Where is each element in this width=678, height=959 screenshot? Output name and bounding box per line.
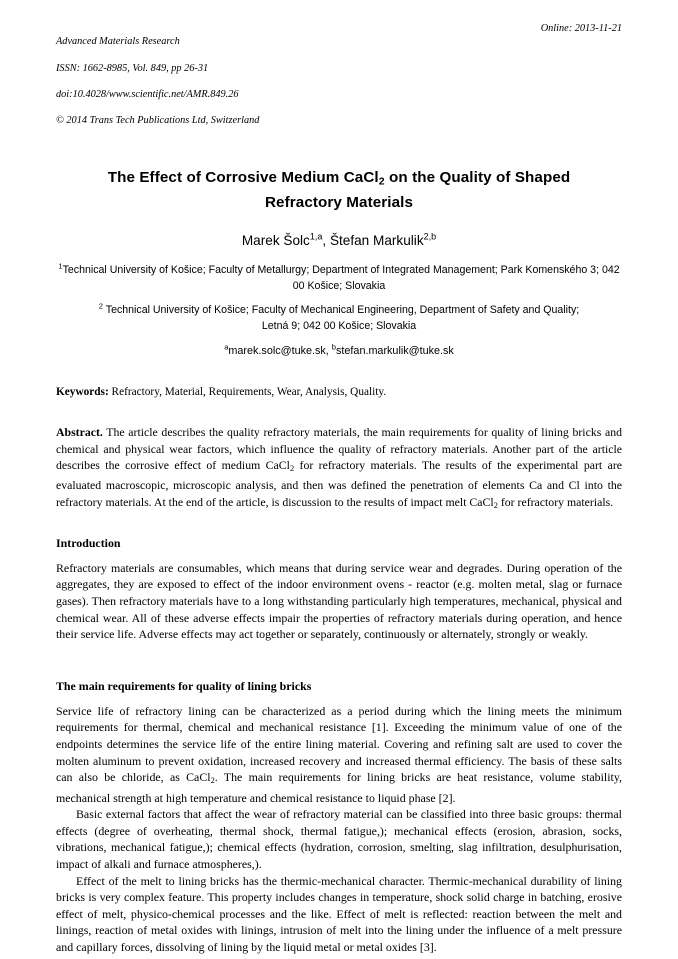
abstract-text-part-3: for refractory materials.	[497, 494, 614, 509]
main-requirements-paragraph-2: Basic external factors that affect the wear of refractory material can be classified into three basic groups: thermal effects (degree of overheating, thermal shock, thermal fatigue,); mechanical effects (erosion, abrasion, socks, vibrations, mechanical fatigue,); chemical effects (hydration, corrosion, smelting, slag infiltration, desulphurisation, impact of alkali and furnace atmospheres,).	[56, 807, 622, 871]
publication-header	[56, 22, 622, 141]
main-requirements-paragraph-1-part-2: . The main requirements for lining bricks are heat resistance, volume stability, mechanical strength at high temperature and chemical resistance to liquid phase [2].	[56, 770, 622, 805]
online-publication-date: Online: 2013-11-21	[540, 23, 622, 34]
affiliation-2	[56, 303, 622, 334]
paper-title-part-2: on the Quality of Shaped Refractory Materials	[264, 168, 571, 212]
author-list	[56, 232, 622, 250]
journal-name: Advanced Materials Research	[56, 36, 180, 48]
paper-title	[56, 167, 622, 213]
section-spacer	[56, 643, 622, 657]
abstract-subscript-1: 2	[289, 463, 295, 473]
affiliation-1	[56, 263, 622, 294]
main-requirements-paragraph-3: Effect of the melt to lining bricks has the thermic-mechanical character. Thermic-mechanical durability of lining bricks is very complex feature. This property includes changes in temperature, shock solid charge in batching, erosive effect of melt, physico-chemical processes and the like. Effect of melt is reflected: reaction between the melt and linings, reaction of metal oxides with linings, intrusion of melt into the lining under the influence of a melt pressure and capillary forces, dissolving of lining by the liquid metal or metal oxides [3].	[56, 873, 622, 954]
author-name-1: Marek Šolc	[241, 233, 310, 249]
affiliation-text-2: Technical University of Košice; Faculty of Mechanical Engineering, Department of Safety and Quality; Letná 9; 042 00 Košice; Slovakia	[103, 304, 580, 332]
paper-title-part-1: The Effect of Corrosive Medium CaCl	[107, 168, 379, 186]
email-marker-2: b	[331, 342, 337, 352]
affiliation-marker-1: 1	[58, 261, 63, 271]
paper-title-subscript: 2	[378, 175, 385, 188]
copyright-line: © 2014 Trans Tech Publications Ltd, Switzerland	[56, 115, 260, 127]
introduction-paragraph-1: Refractory materials are consumables, which means that during service wear and degrades. During operation of the aggregates, they are exposed to effect of the indoor environment ovens - reactor (e.g. molten metal, slag or furnace gases). Then refractory materials have to a long withstanding particularly high temperatures, mechanical, physical and chemical wear. All of these adverse effects impair the properties of refractory materials during operation, and hence their service life. Adverse effects may act together or separately, continuously or alternately, strongly or weakly.	[56, 560, 622, 642]
abstract-paragraph	[56, 424, 622, 514]
main-requirements-subscript: 2	[210, 776, 215, 786]
abstract-text-part-2: for refractory materials. The results of the experimental part are evaluated macroscopic, microscopic analysis, and then was defined the penetration of elements Ca and Cl into the refractory materials. At the end of the article, is discussion to the results of impact melt CaCl	[56, 457, 622, 509]
keywords-line	[56, 385, 622, 400]
author-separator: ,	[322, 233, 330, 249]
email-address-2[interactable]: stefan.markulik@tuke.sk	[336, 345, 454, 358]
abstract-text-part-1: The article describes the quality refractory materials, the main requirements for quality of lining bricks and chemical and physical wear factors, which influence the quality of refractory materials. Another part of the article describes the corrosive effect of medium CaCl	[56, 425, 622, 472]
affiliation-marker-2: 2	[98, 301, 104, 311]
author-emails	[56, 344, 622, 359]
keywords-value: Refractory, Material, Requirements, Wear, Analysis, Quality.	[108, 386, 387, 399]
abstract-label: Abstract.	[56, 425, 103, 440]
issn-volume-pages: ISSN: 1662-8985, Vol. 849, pp 26-31	[56, 62, 209, 74]
affiliation-text-1: Technical University of Košice; Faculty of Metallurgy; Department of Integrated Management; Park Komenského 3; 042 00 Košice; Slovakia	[62, 264, 620, 292]
abstract-subscript-2: 2	[493, 500, 498, 510]
author-name-2: Štefan Markulik	[329, 233, 424, 249]
email-marker-1: a	[224, 342, 229, 352]
email-address-1[interactable]: marek.solc@tuke.sk	[228, 345, 326, 358]
author-affiliation-marker-1: 1,a	[309, 231, 323, 242]
keywords-label: Keywords:	[56, 386, 109, 399]
main-requirements-paragraph-1	[56, 703, 622, 806]
section-heading-main-requirements: The main requirements for quality of lining bricks	[56, 678, 312, 693]
doi-line: doi:10.4028/www.scientific.net/AMR.849.26	[56, 89, 239, 101]
main-requirements-paragraph-1-part-1: Service life of refractory lining can be characterized as a period during which the lining meets the minimum requirements for thermal, chemical and mechanical resistance [1]. Exceeding the minimum value of one of the endpoints determines the service life of the entire lining material. Covering and refining salt are used to cover the molten aluminum to prevent oxidation, increased recovery and increased thermal efficiency. The basis of these salts can also be chloride, as CaCl	[56, 703, 622, 785]
author-affiliation-marker-2: 2,b	[423, 231, 437, 242]
section-heading-introduction: Introduction	[56, 535, 121, 550]
publication-header-left	[56, 22, 259, 141]
email-separator: ,	[325, 345, 332, 358]
